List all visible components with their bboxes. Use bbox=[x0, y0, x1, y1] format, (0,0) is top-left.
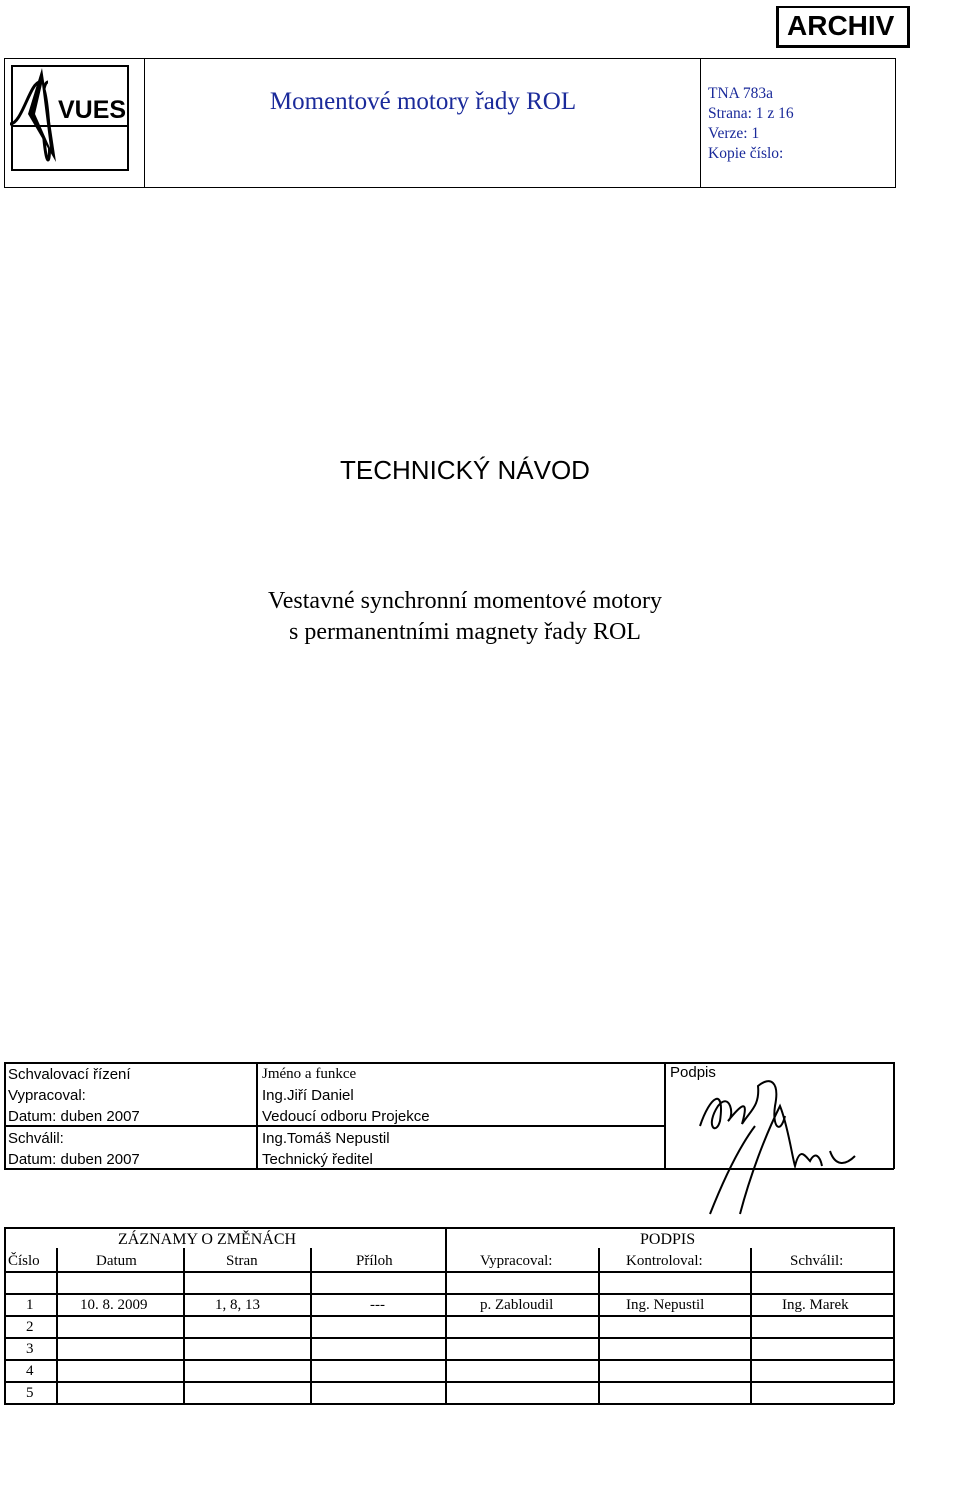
changes-title: ZÁZNAMY O ZMĚNÁCH bbox=[118, 1231, 297, 1248]
document-code: TNA 783a bbox=[708, 85, 774, 102]
signature-header: Podpis bbox=[670, 1064, 716, 1081]
prepared-by-function: Vedoucí odboru Projekce bbox=[262, 1108, 430, 1125]
approval-process-header: Schvalovací řízení bbox=[8, 1066, 131, 1083]
row-4-number: 4 bbox=[26, 1363, 34, 1379]
row-1-checked: Ing. Nepustil bbox=[626, 1297, 705, 1313]
signatures-title: PODPIS bbox=[640, 1231, 696, 1248]
column-header-prepared: Vypracoval: bbox=[480, 1253, 553, 1269]
approved-by-name: Ing.Tomáš Nepustil bbox=[262, 1130, 390, 1147]
logo-text: VUES bbox=[58, 96, 127, 124]
approved-date: Datum: duben 2007 bbox=[8, 1151, 140, 1168]
row-1-approved: Ing. Marek bbox=[782, 1297, 849, 1313]
column-header-attachments: Příloh bbox=[356, 1253, 393, 1269]
approved-by-label: Schválil: bbox=[8, 1130, 64, 1147]
column-header-approved: Schválil: bbox=[790, 1253, 844, 1269]
prepared-date: Datum: duben 2007 bbox=[8, 1108, 140, 1125]
prepared-by-label: Vypracoval: bbox=[8, 1087, 86, 1104]
vues-logo bbox=[8, 62, 132, 174]
row-1-date: 10. 8. 2009 bbox=[80, 1297, 148, 1313]
row-1-number: 1 bbox=[26, 1297, 34, 1313]
header-divider bbox=[700, 58, 701, 188]
column-header-number: Číslo bbox=[8, 1253, 40, 1269]
row-3-number: 3 bbox=[26, 1341, 34, 1357]
column-header-pages: Stran bbox=[226, 1253, 258, 1269]
row-2-number: 2 bbox=[26, 1319, 34, 1335]
page-number: Strana: 1 z 16 bbox=[708, 105, 794, 122]
document-subtitle-line-1: Vestavné synchronní momentové motory bbox=[268, 588, 662, 614]
header-title: Momentové motory řady ROL bbox=[269, 88, 577, 115]
row-1-pages: 1, 8, 13 bbox=[215, 1297, 260, 1313]
column-header-date: Datum bbox=[96, 1253, 137, 1269]
approved-by-function: Technický ředitel bbox=[262, 1151, 373, 1168]
document-subtitle-line-2: s permanentními magnety řady ROL bbox=[289, 619, 641, 645]
column-header-checked: Kontroloval: bbox=[626, 1253, 703, 1269]
document-title: TECHNICKÝ NÁVOD bbox=[340, 455, 590, 485]
row-1-attachments: --- bbox=[370, 1297, 385, 1313]
archive-stamp bbox=[776, 6, 910, 48]
name-function-header: Jméno a funkce bbox=[262, 1066, 357, 1082]
archive-stamp-text: ARCHIV bbox=[787, 10, 895, 41]
prepared-by-name: Ing.Jiří Daniel bbox=[262, 1087, 354, 1104]
header-meta bbox=[708, 84, 794, 164]
copy-number: Kopie číslo: bbox=[708, 145, 784, 162]
header-divider bbox=[144, 58, 145, 188]
row-1-prepared: p. Zabloudil bbox=[480, 1297, 554, 1313]
version: Verze: 1 bbox=[708, 125, 760, 142]
handwritten-signature bbox=[680, 1066, 890, 1216]
row-5-number: 5 bbox=[26, 1385, 34, 1401]
